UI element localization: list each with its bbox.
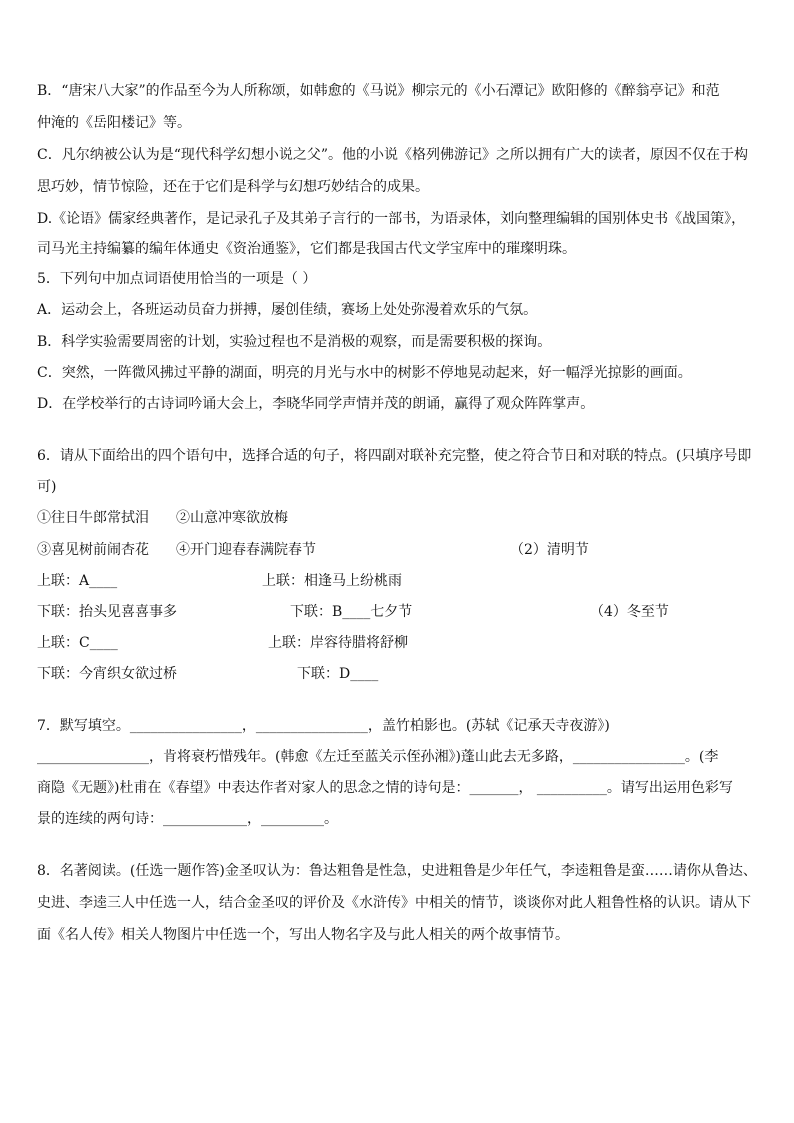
q6-couplet4-lower: 下联：D____ [297, 666, 379, 682]
q4-option-c-line2: 思巧妙，情节惊险，还在于它们是科学与幻想巧妙结合的成果。 [37, 179, 429, 195]
q6-couplet1-upper: 上联：A____ [37, 573, 118, 589]
q6-couplet4-upper: 上联：岸容待腊将舒柳 [268, 635, 408, 651]
q5-option-c: C．突然，一阵微风拂过平静的湖面，明亮的月光与水中的树影不停地晃动起来，好一幅浮光掠影的画面。 [37, 365, 692, 381]
q7-line3: 商隐《无题》)杜甫在《春望》中表达作者对家人的思念之情的诗句是：_______， __________。请写出运用色彩写 [37, 780, 733, 796]
q4-option-b-line2: 仲淹的《岳阳楼记》等。 [37, 115, 191, 131]
q8-line3: 面《名人传》相关人物图片中任选一个，写出人物名字及与此人相关的两个故事情节。 [37, 927, 569, 943]
q8-line1: 8．名著阅读。(任选一题作答)金圣叹认为：鲁达粗鲁是性急，史进粗鲁是少年任气，李逵粗鲁是蛮……请你从鲁达、 [37, 863, 757, 879]
q5-stem: 5．下列句中加点词语使用恰当的一项是（ ） [37, 271, 317, 287]
q6-label-qingming: （2）清明节 [510, 542, 589, 558]
q5-option-b: B．科学实验需要周密的计划，实验过程也不是消极的观察，而是需要积极的探询。 [37, 334, 552, 350]
q4-option-d-line1: D.《论语》儒家经典著作，是记录孔子及其弟子言行的一部书，为语录体，刘向整理编辑的国别体史书《战国策》， [37, 211, 746, 227]
q6-stem-line1: 6．请从下面给出的四个语句中，选择合适的句子，将四副对联补充完整，使之符合节日和对联的特点。(只填序号即 [37, 448, 752, 464]
q4-option-c-line1: C．凡尔纳被公认为是“现代科学幻想小说之父”。他的小说《格列佛游记》之所以拥有广大的读者，原因不仅在于构 [37, 147, 749, 163]
q7-line2: ________________，肯将衰朽惜残年。(韩愈《左迁至蓝关示侄孙湘》)蓬山此去无多路，________________。(李 [37, 749, 719, 765]
q6-option-2: ②山意冲寒欲放梅 [176, 510, 288, 526]
q8-line2: 史进、李逵三人中任选一人，结合金圣叹的评价及《水浒传》中相关的情节，谈谈你对此人粗鲁性格的认识。请从下 [37, 895, 751, 911]
q7-line1: 7．默写填空。________________，________________，盖竹柏影也。(苏轼《记承天寺夜游》) [37, 718, 610, 734]
q6-couplet1-lower: 下联：抬头见喜喜事多 [37, 604, 177, 620]
q6-couplet2-lower: 下联：B____七夕节 [290, 604, 413, 620]
q6-option-4: ④开门迎春春满院春节 [176, 542, 316, 558]
q6-option-1: ①往日牛郎常拭泪 [37, 510, 149, 526]
q6-label-dongzhi: （4）冬至节 [590, 604, 669, 620]
q4-option-b-line1: B．“唐宋八大家”的作品至今为人所称颂，如韩愈的《马说》柳宗元的《小石潭记》欧阳修的《醉翁亭记》和范 [37, 83, 720, 99]
q6-couplet2-upper: 上联：相逢马上纷桃雨 [262, 573, 402, 589]
q6-couplet3-upper: 上联：C____ [37, 635, 118, 651]
q6-option-3: ③喜见树前闹杏花 [37, 542, 149, 558]
q5-option-a: A．运动会上，各班运动员奋力拼搏，屡创佳绩，赛场上处处弥漫着欢乐的气氛。 [37, 302, 538, 318]
q6-stem-line2: 可) [37, 479, 57, 495]
q7-line4: 景的连续的两句诗：____________，_________。 [37, 811, 338, 827]
q6-couplet3-lower: 下联：今宵织女欲过桥 [37, 666, 177, 682]
q5-option-d: D．在学校举行的古诗词吟诵大会上，李晓华同学声情并茂的朗诵，赢得了观众阵阵掌声。 [37, 396, 595, 412]
q4-option-d-line2: 司马光主持编纂的编年体通史《资治通鉴》，它们都是我国古代文学宝库中的璀璨明珠。 [37, 241, 576, 257]
